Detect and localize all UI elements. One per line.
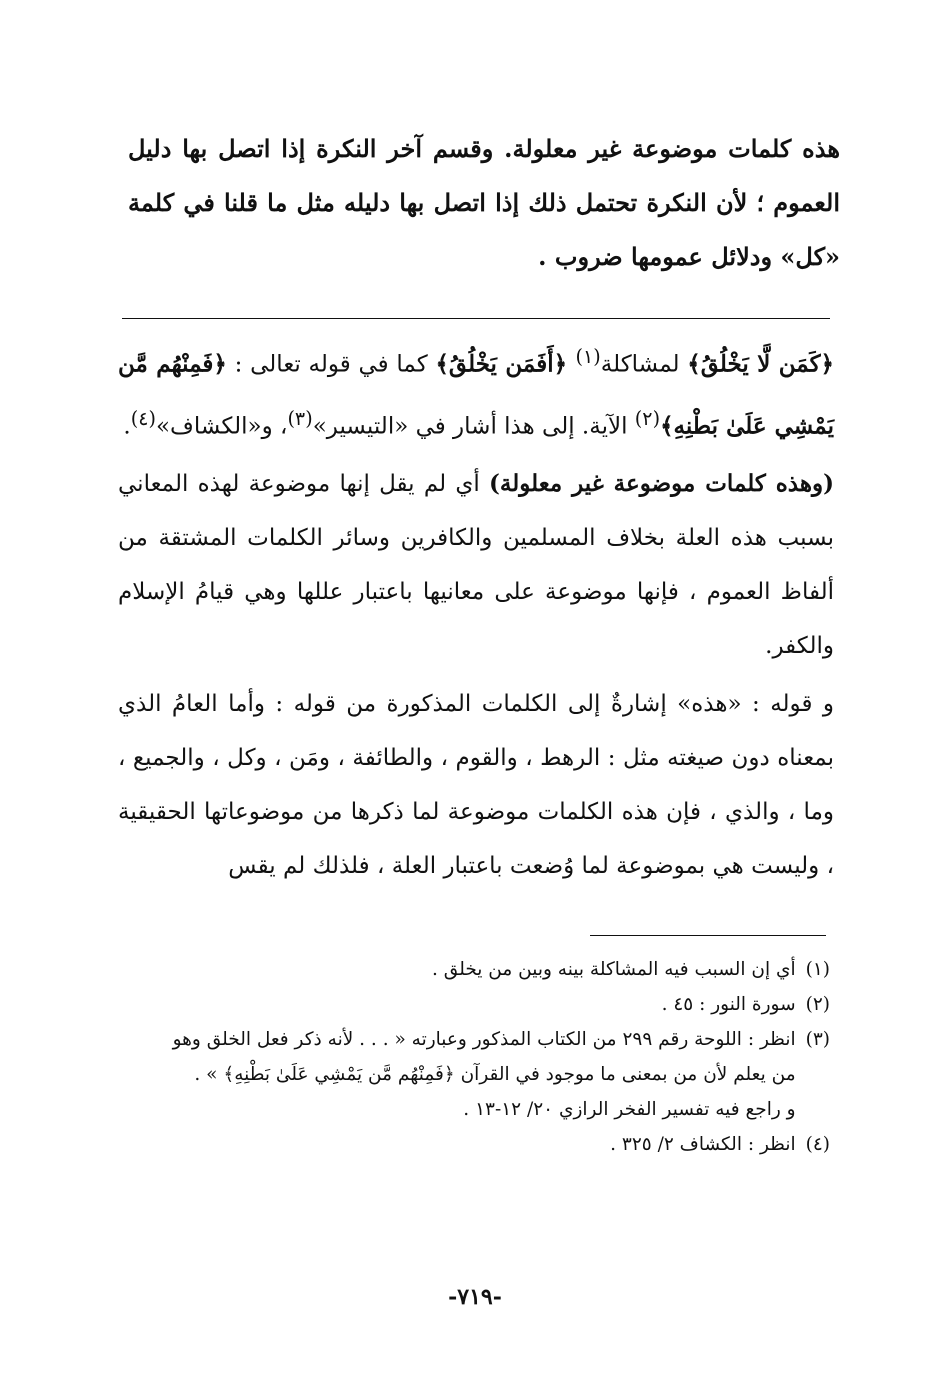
footnote-number: (٣) xyxy=(805,1029,830,1050)
footnote-text: سورة النور : ٤٥ . xyxy=(661,994,796,1015)
commentary-text: ، و«الكشاف» xyxy=(155,413,288,440)
footnote-ref: (١) xyxy=(575,345,601,368)
quoted-matn: (وهذه كلمات موضوعة غير معلولة) xyxy=(489,470,834,498)
footnote-item xyxy=(108,987,830,1022)
page-number: -٧١٩- xyxy=(448,1284,502,1310)
footnote-text: من يعلم لأن من بمعنى ما موجود في القرآن ﴿فَمِنْهُم مَّن يَمْشِي عَلَىٰ بَطْنِهِ﴾ » . xyxy=(194,1064,796,1085)
footnote-ref: (٢) xyxy=(634,406,661,430)
commentary-text: أي لم يقل إنها موضوعة لهذه المعاني بسبب هذه العلة بخلاف المسلمين والكافرين وسائر الكلمات المشتقة من ألفاظ العموم ، فإنها موضوعة على معانيها باعتبار عللها وهي قيامُ الإسلام والكفر. xyxy=(118,471,834,660)
quran-quote-1: ﴿كَمَن لَّا يَخْلُقُ﴾ xyxy=(687,350,835,378)
commentary-paragraph-2 xyxy=(118,457,834,673)
footnote-item xyxy=(108,952,830,987)
commentary-block xyxy=(118,330,834,897)
commentary-text: الآية. إلى هذا أشار في «التيسير» xyxy=(312,413,635,440)
commentary-text: لمشاكلة xyxy=(600,351,688,378)
footnote-ref: (٤) xyxy=(130,406,156,430)
quran-quote-2: ﴿أَفَمَن يَخْلُقُ﴾ xyxy=(435,350,576,378)
footnote-ref: (٣) xyxy=(287,406,313,430)
footnote-number: (٤) xyxy=(805,1134,830,1155)
footnote-text: أي إن السبب فيه المشاكلة بينه وبين من يخلق . xyxy=(432,959,796,980)
footnote-text: انظر : الكشاف ٢/ ٣٢٥ . xyxy=(610,1134,796,1155)
commentary-text: . xyxy=(123,413,131,440)
footnote-text: انظر : اللوحة رقم ٢٩٩ من الكتاب المذكور وعبارته « . . . لأنه ذكر فعل الخلق وهو xyxy=(172,1029,796,1050)
footnote-number: (١) xyxy=(805,959,830,980)
main-text-block xyxy=(128,122,840,284)
footnote-number: (٢) xyxy=(805,994,830,1015)
footnote-item xyxy=(108,1127,830,1162)
commentary-text: كما في قوله تعالى : xyxy=(226,351,436,378)
commentary-paragraph-1 xyxy=(118,330,834,453)
main-text-paragraph: هذه كلمات موضوعة غير معلولة. وقسم آخر النكرة إذا اتصل بها دليل العموم ؛ لأن النكرة تحتمل ذلك إذا اتصل بها دليله مثل ما قلنا في كلمة «كل» ودلائل عمومها ضروب . xyxy=(128,134,840,271)
footnote-text: و راجع فيه تفسير الفخر الرازي ٢٠/ ١٢-١٣ . xyxy=(463,1099,796,1120)
footnote-item xyxy=(108,1022,830,1127)
section-divider xyxy=(122,318,830,319)
footnote-divider xyxy=(590,935,826,936)
quran-quote-3: ﴿فَمِنْهُم مَّن يَمْشِي عَلَىٰ بَطْنِهِ﴾ xyxy=(118,350,834,440)
commentary-paragraph-3: و قوله : «هذه» إشارةٌ إلى الكلمات المذكورة من قوله : وأما العامُ الذي بمعناه دون صيغته مثل : الرهط ، والقوم ، والطائفة ، ومَن ، وكل ، والجميع ، وما ، والذي ، فإن هذه الكلمات موضوعة لما ذكرها من موضوعاتها الحقيقية ، وليست هي بموضوعة لما وُضعت باعتبار العلة ، فلذلك لم يقس xyxy=(118,691,834,880)
footnotes xyxy=(108,952,830,1162)
